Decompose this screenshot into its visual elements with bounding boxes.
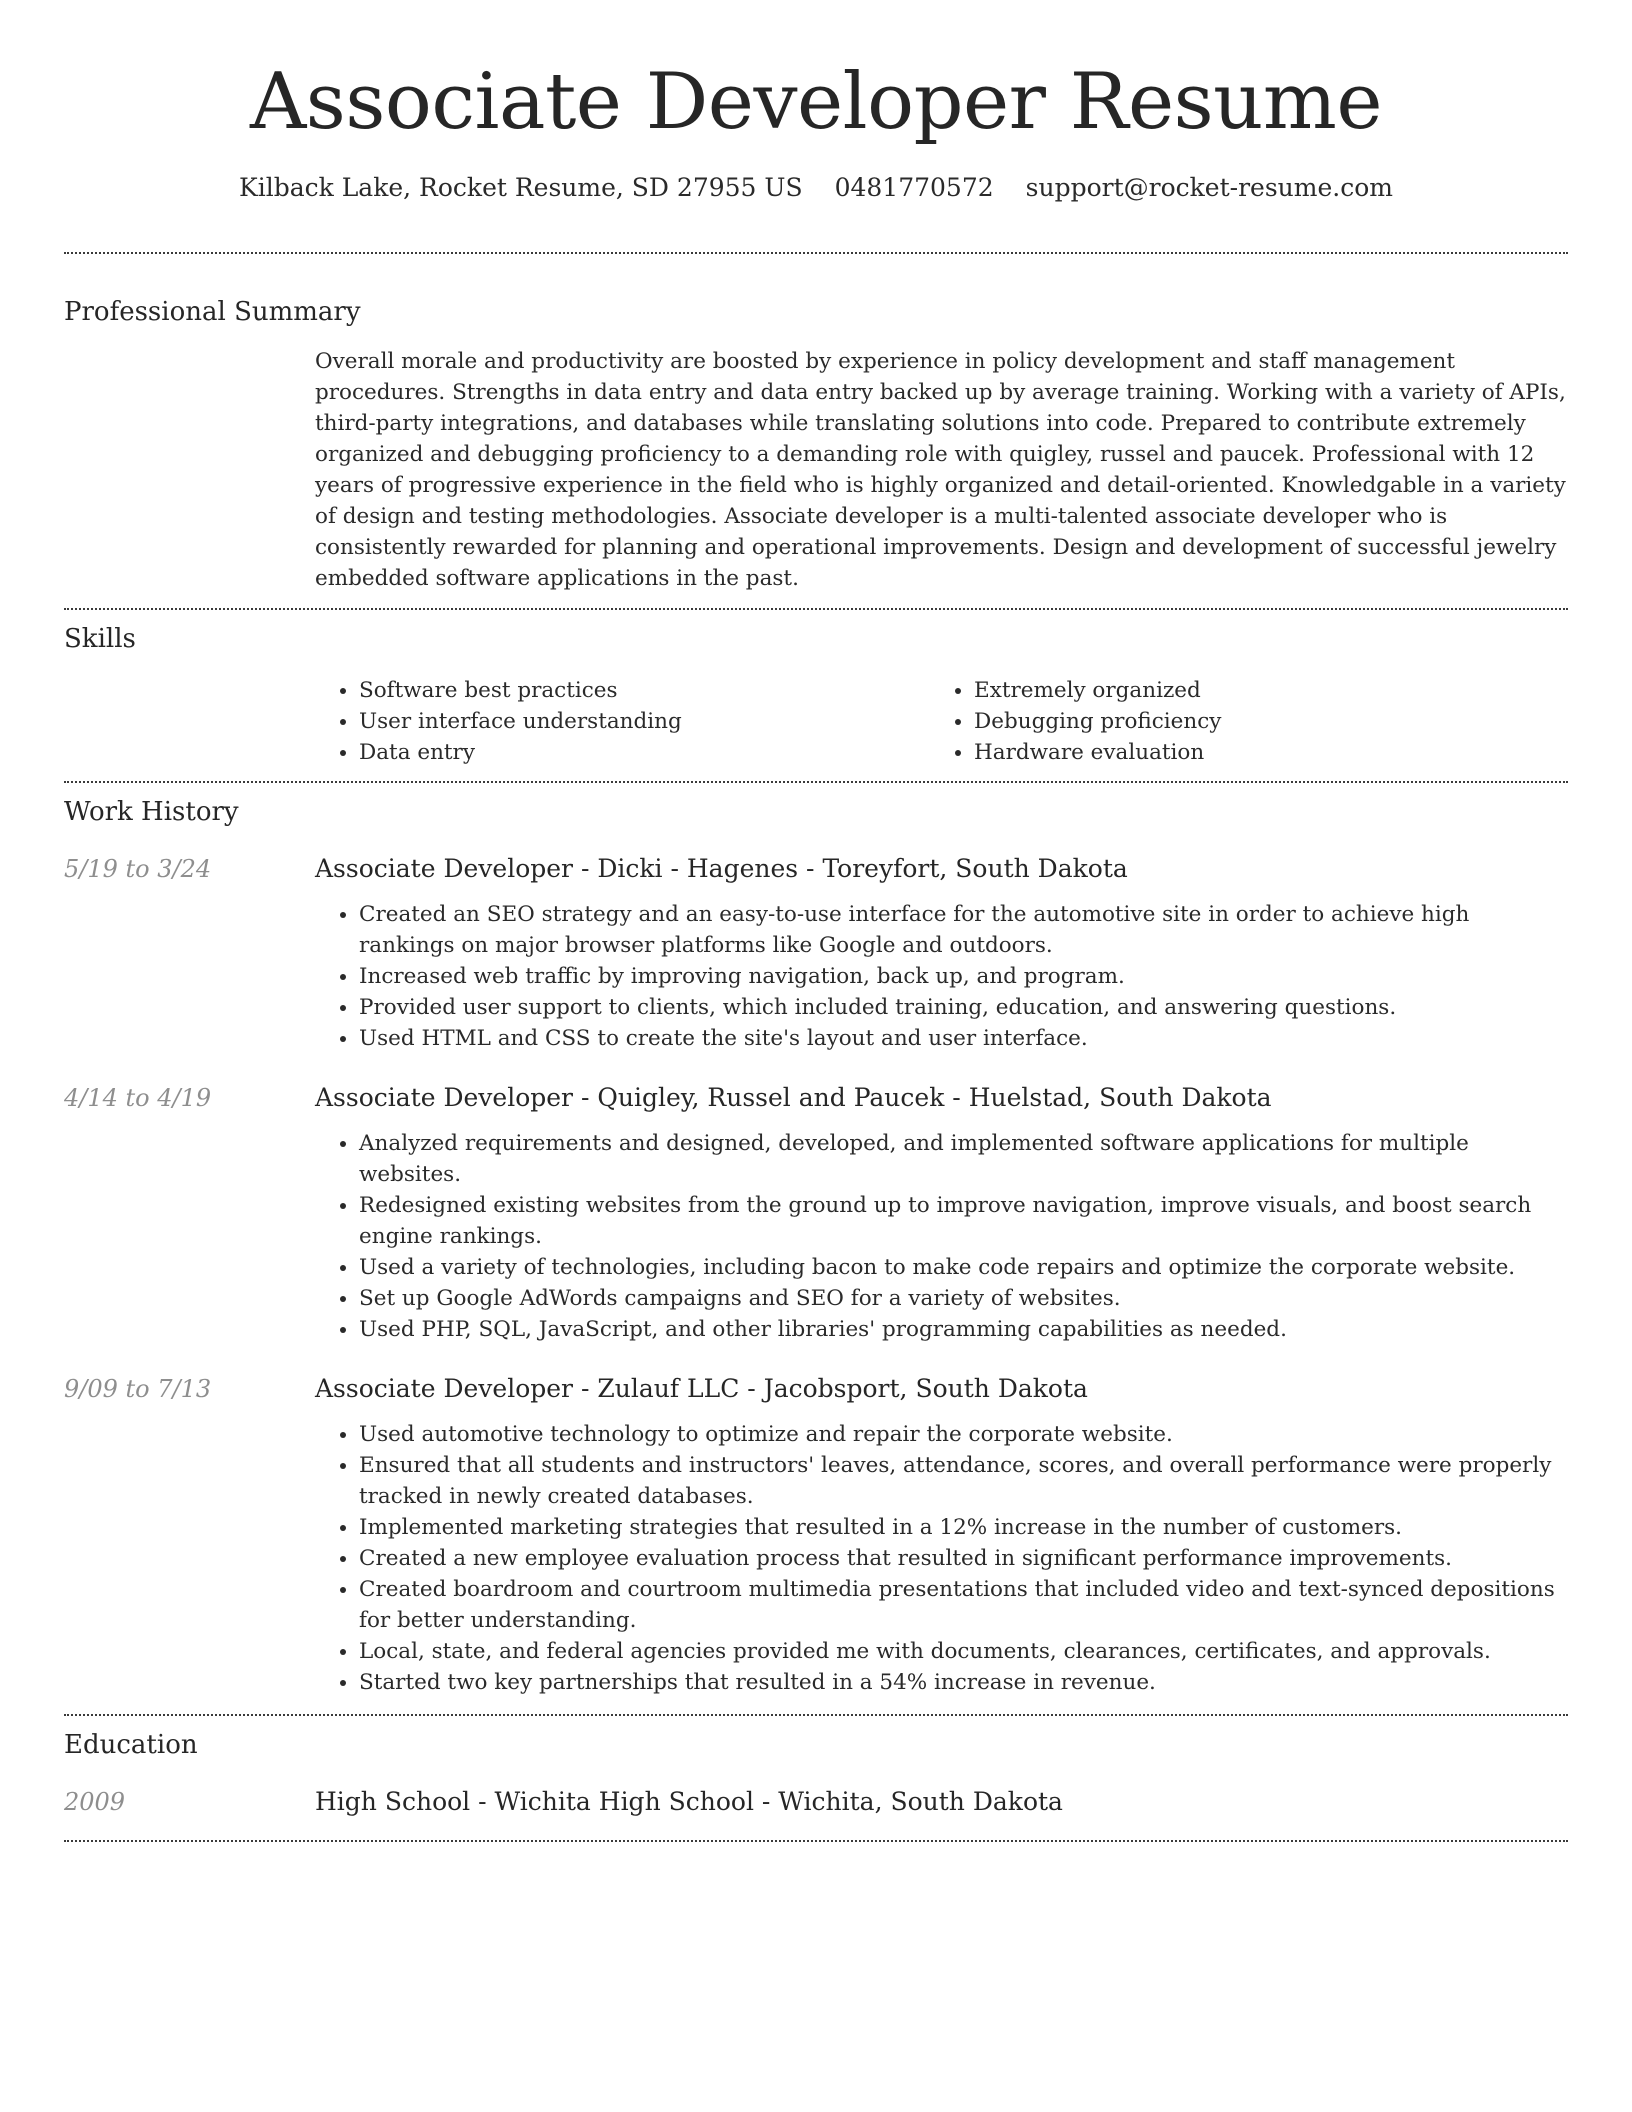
resume-title: Associate Developer Resume — [249, 57, 1383, 147]
divider — [64, 781, 1568, 783]
divider — [64, 1840, 1568, 1842]
divider — [64, 608, 1568, 610]
job-bullet: • Set up Google AdWords campaigns and SEO for a variety of websites. — [359, 1283, 1568, 1314]
job-bullet: • Used a variety of technologies, including bacon to make code repairs and optimize the corporate website. — [359, 1252, 1568, 1283]
skills-list-left — [315, 675, 930, 768]
job-bullet: • Redesigned existing websites from the ground up to improve navigation, improve visuals, and boost search engine rankings. — [359, 1190, 1568, 1252]
job-entry — [64, 1369, 1568, 1698]
job-bullet: • Used HTML and CSS to create the site's layout and user interface. — [359, 1023, 1568, 1054]
contact-email: support@rocket-resume.com — [1025, 173, 1393, 202]
job-bullet: • Used PHP, SQL, JavaScript, and other libraries' programming capabilities as needed. — [359, 1314, 1568, 1345]
summary-heading: Professional Summary — [64, 297, 361, 327]
job-title: Associate Developer - Quigley, Russel and Paucek - Huelstad, South Dakota — [315, 1083, 1272, 1112]
job-bullet: • Implemented marketing strategies that resulted in a 12% increase in the number of customers. — [359, 1512, 1568, 1543]
skill-item: • Debugging proficiency — [974, 706, 1545, 737]
resume-page — [64, 0, 1568, 1842]
job-dates: 4/14 to 4/19 — [64, 1084, 212, 1112]
job-header — [64, 1369, 1568, 1409]
contact-phone: 0481770572 — [834, 173, 994, 202]
skill-item: • User interface understanding — [359, 706, 930, 737]
job-bullet: • Local, state, and federal agencies provided me with documents, clearances, certificates, and approvals. — [359, 1636, 1568, 1667]
job-bullet: • Provided user support to clients, which included training, education, and answering questions. — [359, 992, 1568, 1023]
contact-address: Kilback Lake, Rocket Resume, SD 27955 US — [239, 173, 803, 202]
job-bullets — [315, 1419, 1568, 1698]
job-bullet: • Ensured that all students and instructors' leaves, attendance, scores, and overall performance were properly tracked in newly created databases. — [359, 1450, 1568, 1512]
education-heading: Education — [64, 1730, 198, 1760]
work-history-heading: Work History — [64, 797, 239, 827]
divider — [64, 252, 1568, 254]
education-title: High School - Wichita High School - Wichita, South Dakota — [315, 1787, 1063, 1816]
job-bullet: • Created an SEO strategy and an easy-to-use interface for the automotive site in order to achieve high rankings on major browser platforms like Google and outdoors. — [359, 899, 1568, 961]
education-header — [64, 1782, 1568, 1822]
job-dates: 9/09 to 7/13 — [64, 1375, 212, 1403]
summary-section — [64, 293, 1568, 594]
skills-list-right — [930, 675, 1545, 768]
job-header — [64, 849, 1568, 889]
job-dates: 5/19 to 3/24 — [64, 855, 212, 883]
job-bullet: • Analyzed requirements and designed, developed, and implemented software applications for multiple websites. — [359, 1128, 1568, 1190]
job-bullet: • Created boardroom and courtroom multimedia presentations that included video and text-synced depositions for better understanding. — [359, 1574, 1568, 1636]
job-header — [64, 1078, 1568, 1118]
skill-item: • Data entry — [359, 737, 930, 768]
job-bullets — [315, 899, 1568, 1054]
contact-line — [64, 168, 1568, 208]
skill-item: • Extremely organized — [974, 675, 1545, 706]
divider — [64, 1714, 1568, 1716]
job-entry — [64, 1078, 1568, 1345]
education-entry — [64, 1782, 1568, 1822]
job-bullet: • Increased web traffic by improving navigation, back up, and program. — [359, 961, 1568, 992]
job-bullet: • Used automotive technology to optimize and repair the corporate website. — [359, 1419, 1568, 1450]
skills-grid — [315, 675, 1568, 768]
skill-item: • Software best practices — [359, 675, 930, 706]
job-bullets — [315, 1128, 1568, 1345]
summary-text: Overall morale and productivity are boosted by experience in policy development and staff management procedures. Strengths in data entry and data entry backed up by average training. Working with a variety of APIs, third-party integrations, and databases while translating solutions into code. Prepared to contribute extremely organized and debugging proficiency to a demanding role with quigley, russel and paucek. Professional with 12 years of progressive experience in the field who is highly organized and detail-oriented. Knowledgable in a variety of design and testing methodologies. Associate developer is a multi-talented associate developer who is consistently rewarded for planning and operational improvements. Design and development of successful jewelry embedded software applications in the past. — [315, 349, 1566, 591]
job-entry — [64, 849, 1568, 1054]
work-history-section — [64, 793, 1568, 1698]
education-section — [64, 1726, 1568, 1822]
job-bullet: • Created a new employee evaluation process that resulted in significant performance improvements. — [359, 1543, 1568, 1574]
summary-body — [315, 346, 1568, 594]
skills-heading: Skills — [64, 624, 136, 654]
education-dates: 2009 — [64, 1788, 126, 1816]
job-title: Associate Developer - Dicki - Hagenes - Toreyfort, South Dakota — [315, 854, 1128, 883]
job-bullet: • Started two key partnerships that resulted in a 54% increase in revenue. — [359, 1667, 1568, 1698]
job-title: Associate Developer - Zulauf LLC - Jacobsport, South Dakota — [315, 1374, 1088, 1403]
skills-section — [64, 620, 1568, 768]
skill-item: • Hardware evaluation — [974, 737, 1545, 768]
